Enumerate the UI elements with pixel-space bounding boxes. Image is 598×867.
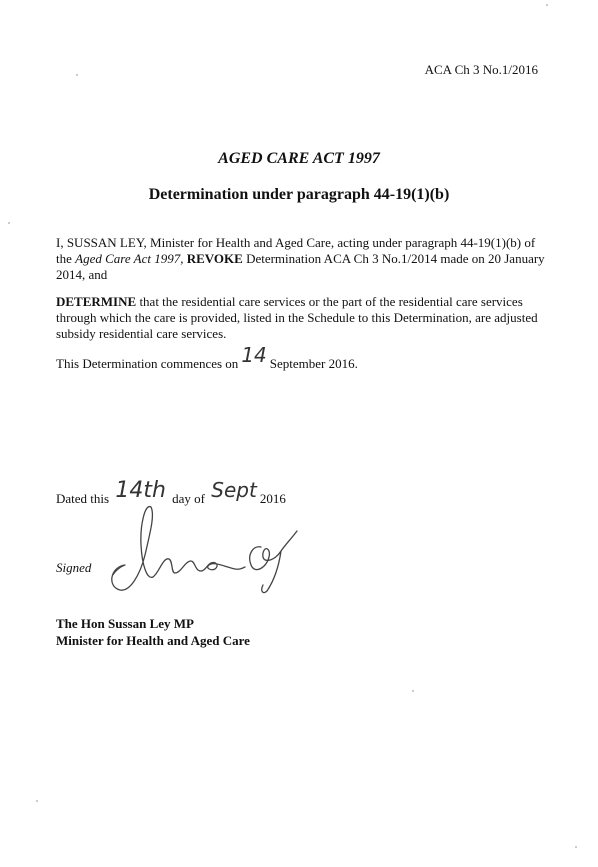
signer-title: Minister for Health and Aged Care [56, 633, 250, 648]
document-reference: ACA Ch 3 No.1/2016 [424, 62, 538, 77]
determination-title: Determination under paragraph 44-19(1)(b) [148, 186, 450, 203]
scan-speck [36, 800, 38, 802]
paragraph-text: that the residential care services or the part of the residential care services through which the care is provided, listed in the Schedule to this Determination, are adjusted subsidy residential care services. [56, 294, 538, 341]
scan-speck [575, 846, 577, 848]
signer-block [56, 615, 250, 649]
handwritten-dated-day: 14th [115, 478, 166, 503]
dated-year: 2016 [259, 491, 286, 506]
paragraph-text: I, SUSSAN LEY, Minister for Health and Aged Care, acting under paragraph 44-19(1)(b) of the [56, 235, 536, 266]
paragraph-text: Determination ACA Ch 3 No.1/2014 made on 20 January 2014, and [56, 251, 545, 282]
handwritten-signature [85, 495, 325, 605]
signature-stroke [112, 507, 245, 591]
paragraph-text: , [180, 251, 187, 266]
scan-speck [412, 690, 414, 692]
determine-keyword: DETERMINE [56, 294, 137, 309]
revocation-paragraph [56, 235, 546, 283]
dated-label: day of [172, 491, 206, 506]
signature-stroke [250, 531, 297, 593]
determine-paragraph [56, 294, 546, 342]
act-name: Aged Care Act 1997 [75, 251, 181, 266]
dated-label: Dated this [56, 491, 110, 506]
scan-speck [8, 222, 10, 224]
signer-name: The Hon Sussan Ley MP [56, 616, 194, 631]
signed-label: Signed [56, 560, 92, 575]
paragraph-text: This Determination commences on [56, 356, 239, 371]
handwritten-day: 14 [241, 343, 267, 367]
paragraph-text: September 2016. [269, 356, 358, 371]
revoke-keyword: REVOKE [186, 251, 243, 266]
act-title: AGED CARE ACT 1997 [218, 150, 380, 167]
handwritten-month: Sept [211, 478, 257, 502]
scan-speck [546, 4, 548, 6]
scan-speck [76, 74, 78, 76]
commencement-paragraph [56, 343, 546, 372]
